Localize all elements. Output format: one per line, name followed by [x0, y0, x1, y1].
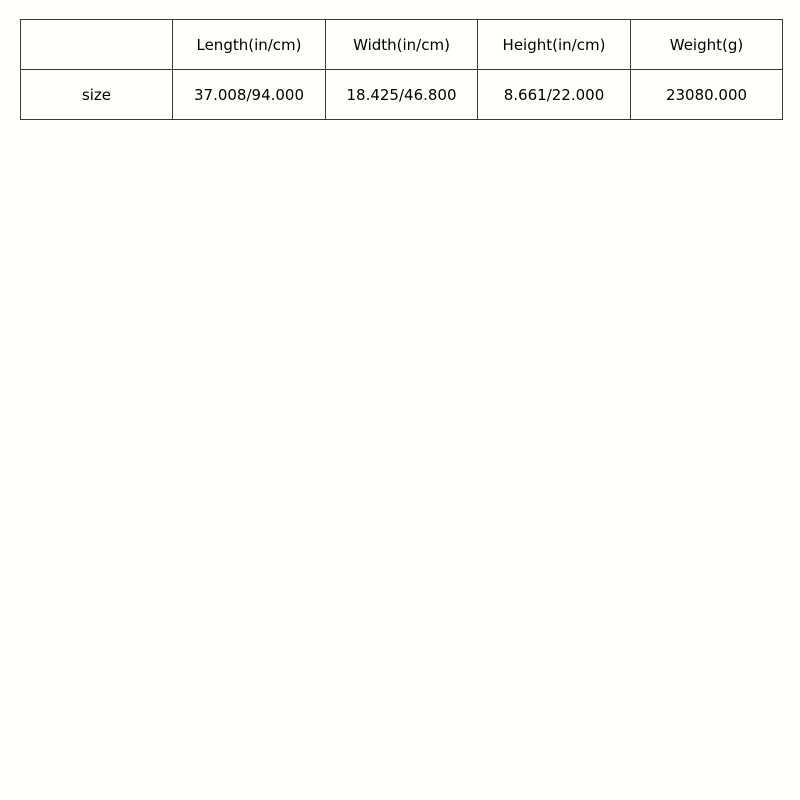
column-header-width: Width(in/cm): [326, 20, 478, 70]
cell-height: 8.661/22.000: [478, 70, 631, 120]
cell-length: 37.008/94.000: [173, 70, 326, 120]
corner-cell: [21, 20, 173, 70]
header-row: [21, 20, 783, 70]
column-header-length: Length(in/cm): [173, 20, 326, 70]
cell-weight: 23080.000: [631, 70, 783, 120]
column-header-weight: Weight(g): [631, 20, 783, 70]
column-header-height: Height(in/cm): [478, 20, 631, 70]
row-label: size: [21, 70, 173, 120]
size-spec-table: [20, 19, 783, 120]
table-row: [21, 70, 783, 120]
cell-width: 18.425/46.800: [326, 70, 478, 120]
